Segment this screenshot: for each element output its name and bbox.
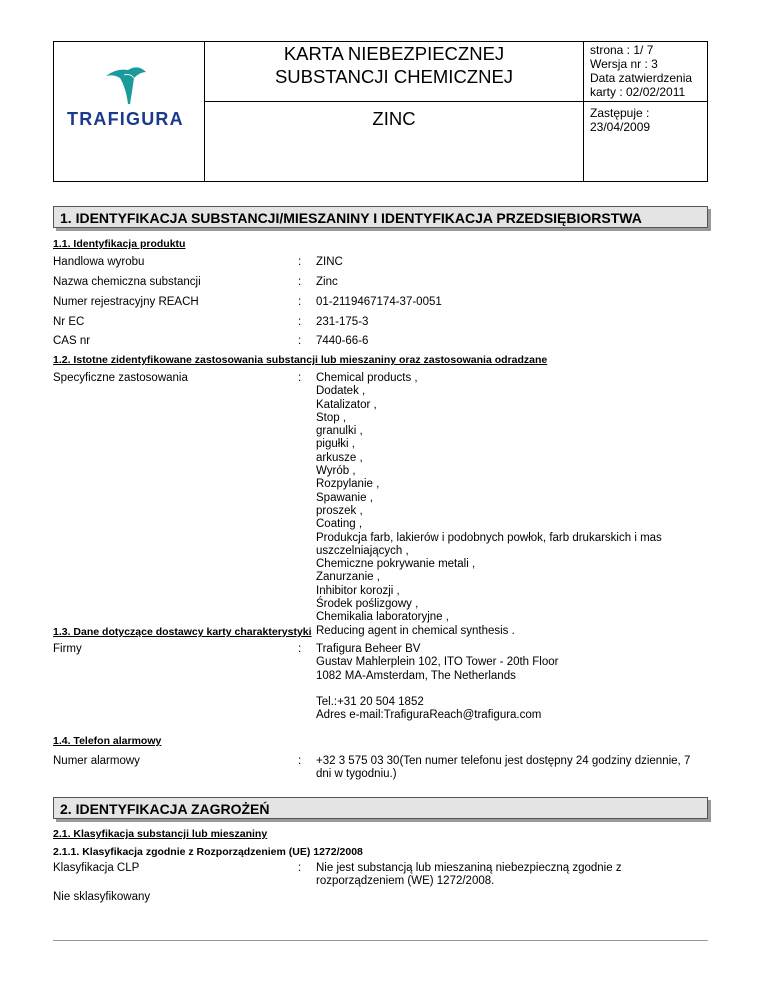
row-value: 7440-66-6 (316, 335, 369, 347)
uses-label: Specyficzne zastosowania (53, 372, 188, 384)
subsection-2-1-1: 2.1.1. Klasyfikacja zgodnie z Rozporządzeniem (UE) 1272/2008 (53, 846, 363, 858)
clp-value (316, 862, 622, 889)
colon: : (298, 755, 302, 767)
colon: : (298, 256, 302, 268)
colon: : (298, 372, 302, 384)
document-header (53, 41, 708, 182)
row-label: CAS nr (53, 335, 91, 347)
emergency-label: Numer alarmowy (53, 755, 140, 767)
row-value: ZINC (316, 256, 343, 268)
supplier-label: Firmy (53, 643, 82, 655)
footer-divider (53, 940, 708, 941)
supersedes-date: 23/04/2009 (590, 120, 651, 134)
clp-line-1: Nie jest substancją lub mieszaniną niebezpieczną zgodnie z (316, 862, 622, 874)
use-item: Katalizator , (316, 398, 377, 411)
use-item: pigułki , (316, 438, 355, 451)
supplier-address-1: Gustav Mahlerplein 102, ITO Tower - 20th Floor (316, 656, 559, 669)
document-title (205, 42, 583, 88)
title-line-1: KARTA NIEBEZPIECZNEJ (283, 43, 505, 64)
colon: : (298, 296, 302, 308)
uses-list (316, 372, 662, 638)
use-item: Zanurzanie , (316, 571, 380, 584)
row-label: Nr EC (53, 316, 85, 328)
use-item: Produkcja farb, lakierów i podobnych powłok, farb drukarskich i mas (316, 531, 662, 544)
use-item: Chemical products , (316, 372, 418, 384)
subsection-1-4: 1.4. Telefon alarmowy (53, 735, 162, 747)
emergency-number (316, 755, 690, 782)
section-1-heading: 1. IDENTYFIKACJA SUBSTANCJI/MIESZANINY I IDENTYFIKACJA PRZEDSIĘBIORSTWA (53, 206, 708, 228)
supplier-phone: Tel.:+31 20 504 1852 (316, 695, 424, 708)
row-label: Nazwa chemiczna substancji (53, 276, 201, 288)
emergency-line-2: dni w tygodniu.) (316, 768, 397, 781)
supplier-name: Trafigura Beheer BV (316, 643, 421, 655)
emergency-line-1: +32 3 575 03 30(Ten numer telefonu jest dostępny 24 godziny dziennie, 7 (316, 755, 691, 767)
row-label: Handlowa wyrobu (53, 256, 145, 268)
use-item: uszczelniających , (316, 544, 409, 557)
use-item: Spawanie , (316, 491, 373, 504)
version-number: Wersja nr : 3 (590, 57, 658, 71)
use-item: Reducing agent in chemical synthesis . (316, 624, 515, 637)
not-classified: Nie sklasyfikowany (53, 891, 151, 903)
use-item: Dodatek , (316, 385, 366, 398)
use-item: Coating , (316, 518, 363, 531)
colon: : (298, 276, 302, 288)
use-item: Chemiczne pokrywanie metali , (316, 558, 476, 571)
page-number: strona : 1/ 7 (590, 43, 654, 57)
colon: : (298, 335, 302, 347)
use-item: proszek , (316, 504, 363, 517)
use-item: Wyrób , (316, 465, 356, 478)
supplier-email: Adres e-mail:TrafiguraReach@trafigura.com (316, 709, 542, 722)
supplier-address-2: 1082 MA-Amsterdam, The Netherlands (316, 669, 516, 682)
use-item: Stop , (316, 411, 347, 424)
subsection-1-2: 1.2. Istotne zidentyfikowane zastosowania substancji lub mieszaniny oraz zastosowania odradzane (53, 354, 548, 366)
row-label: Numer rejestracyjny REACH (53, 296, 199, 308)
clp-label: Klasyfikacja CLP (53, 862, 140, 874)
approval-label: Data zatwierdzenia (590, 71, 693, 85)
approval-date: karty : 02/02/2011 (590, 85, 686, 99)
row-value: 231-175-3 (316, 316, 369, 328)
supplier-block (316, 643, 558, 722)
colon: : (298, 862, 302, 874)
clp-line-2: rozporządzeniem (WE) 1272/2008. (316, 875, 495, 888)
colon: : (298, 643, 302, 655)
supersedes-label: Zastępuje : (590, 106, 650, 120)
use-item: arkusze , (316, 451, 363, 464)
row-value: Zinc (316, 276, 338, 288)
trafigura-logo (54, 42, 204, 182)
use-item: granulki , (316, 425, 363, 438)
product-name: ZINC (372, 108, 416, 129)
use-item: Środek poślizgowy , (316, 598, 419, 611)
title-line-2: SUBSTANCJI CHEMICZNEJ (274, 66, 514, 87)
use-item: Chemikalia laboratoryjne , (316, 611, 449, 624)
subsection-1-3: 1.3. Dane dotyczące dostawcy karty charakterystyki (53, 626, 312, 638)
use-item: Rozpylanie , (316, 478, 380, 491)
section-2-heading: 2. IDENTYFIKACJA ZAGROŻEŃ (53, 797, 708, 819)
use-item: Inhibitor korozji , (316, 584, 400, 597)
row-value: 01-2119467174-37-0051 (316, 296, 442, 308)
colon: : (298, 316, 302, 328)
subsection-1-1: 1.1. Identyfikacja produktu (53, 238, 186, 250)
subsection-2-1: 2.1. Klasyfikacja substancji lub mieszaniny (53, 828, 268, 840)
logo-text: TRAFIGURA (67, 109, 184, 129)
